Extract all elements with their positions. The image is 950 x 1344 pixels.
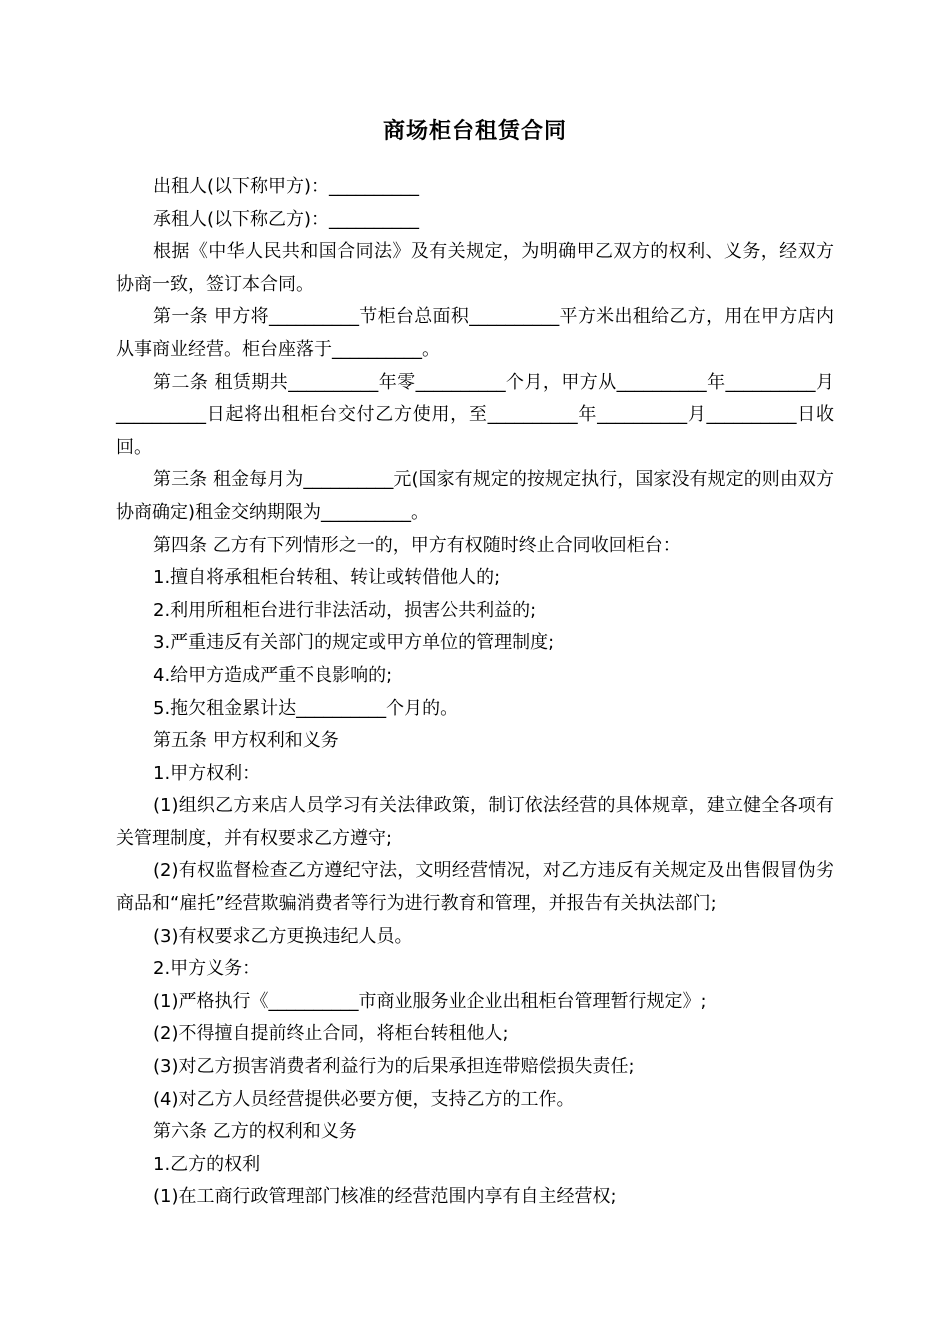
list-item: (3)对乙方损害消费者利益行为的后果承担连带赔偿损失责任; [153,1056,635,1078]
list-item: 4.给甲方造成严重不良影响的; [153,664,393,686]
list-item: 1.擅自将承租柜台转租、转让或转借他人的; [153,567,501,589]
paragraph-lessee: 承租人(以下称乙方)：__________ [153,208,420,230]
list-item: (2)有权监督检查乙方遵纪守法，文明经营情况，对乙方违反有关规定及出售假冒伪劣商品和“雇托”经营欺骗消费者等行为进行教育和管理，并报告有关执法部门; [116,860,834,915]
list-item: (2)不得擅自提前终止合同，将柜台转租他人; [153,1023,509,1045]
paragraph-lessor: 出租人(以下称甲方)：__________ [153,176,420,197]
section-heading: 2.甲方义务： [153,958,261,980]
paragraph-article-1: 第一条 甲方将__________节柜台总面积__________平方米出租给乙方，用在甲方店内从事商业经营。柜台座落于__________。 [116,306,834,360]
list-item: (1)在工商行政管理部门核准的经营范围内享有自主经营权; [153,1186,617,1208]
document-title: 商场柜台租赁合同 [382,119,567,144]
list-item: 2.利用所租柜台进行非法活动，损害公共利益的; [153,599,537,621]
list-item: (3)有权要求乙方更换违纪人员。 [153,925,413,947]
list-item: (4)对乙方人员经营提供必要方便，支持乙方的工作。 [153,1088,575,1110]
paragraph-article-3: 第三条 租金每月为__________元(国家有规定的按规定执行，国家没有规定的则由双方协商确定)租金交纳期限为__________。 [116,469,834,523]
section-heading: 1.甲方权利： [153,762,261,784]
list-item: 5.拖欠租金累计达__________个月的。 [153,697,459,719]
list-item: 3.严重违反有关部门的规定或甲方单位的管理制度; [153,632,555,654]
paragraph-article-2: 第二条 租赁期共__________年零__________个月，甲方从__________年__________月__________日起将出租柜台交付乙方使用，至__________年__________月__________日收回。 [116,371,834,458]
paragraph-article-6: 第六条 乙方的权利和义务 [153,1121,357,1143]
list-item: (1)组织乙方来店人员学习有关法律政策，制订依法经营的具体规章，建立健全各项有关管理制度，并有权要求乙方遵守; [116,795,834,849]
document-body [116,171,834,1214]
list-item: (1)严格执行《__________市商业服务业企业出租柜台管理暂行规定》; [153,990,707,1012]
paragraph-article-5: 第五条 甲方权利和义务 [153,730,339,752]
section-heading: 1.乙方的权利 [153,1153,261,1175]
paragraph-article-4: 第四条 乙方有下列情形之一的，甲方有权随时终止合同收回柜台： [153,534,681,556]
paragraph-preamble: 根据《中华人民共和国合同法》及有关规定，为明确甲乙双方的权利、义务，经双方协商一致，签订本合同。 [116,241,834,295]
